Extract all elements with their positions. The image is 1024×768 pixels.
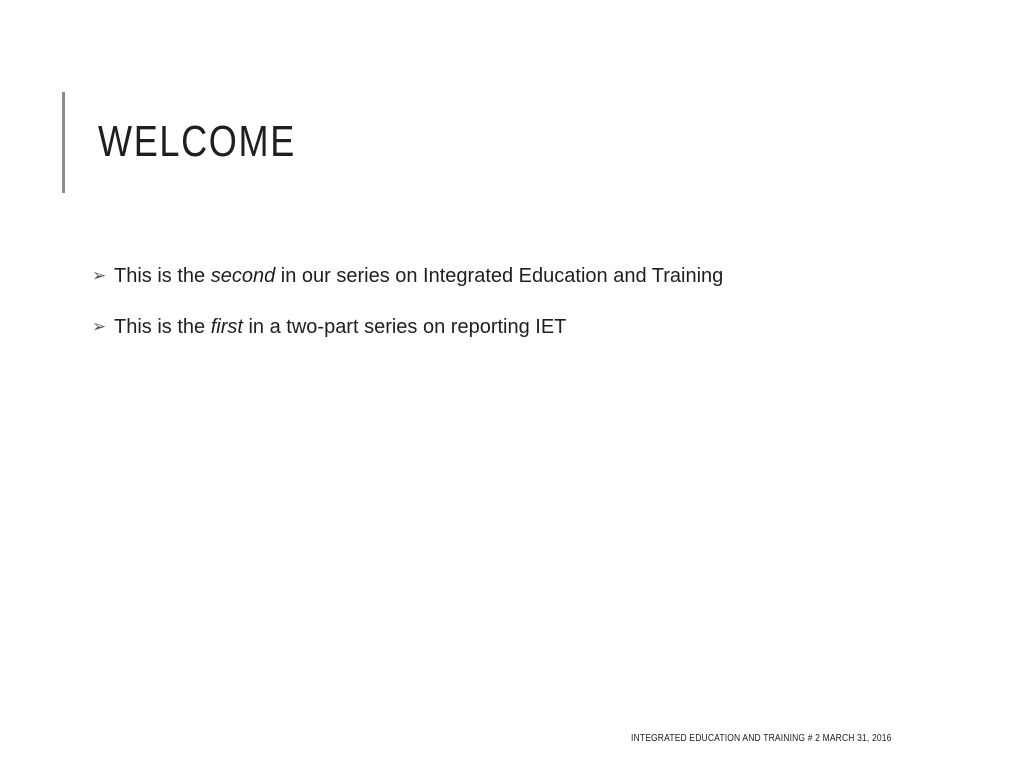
bullet-text-start: This is the [114,315,211,338]
bullet-item [92,309,972,345]
bullet-text-start: This is the [114,264,211,287]
arrow-bullet-icon: ➢ [92,317,107,336]
bullet-item [92,258,972,294]
bullet-list [92,258,972,360]
bullet-text-end: in our series on Integrated Education and Training [275,264,724,287]
bullet-text-emphasis: first [210,315,243,338]
bullet-text-emphasis: second [210,264,276,287]
slide-footer: INTEGRATED EDUCATION AND TRAINING # 2 MARCH 31, 2016 [631,733,892,744]
bullet-text-end: in a two-part series on reporting IET [242,315,567,338]
title-accent-bar [62,92,65,193]
arrow-bullet-icon: ➢ [92,266,107,285]
slide-title: WELCOME [98,117,296,166]
